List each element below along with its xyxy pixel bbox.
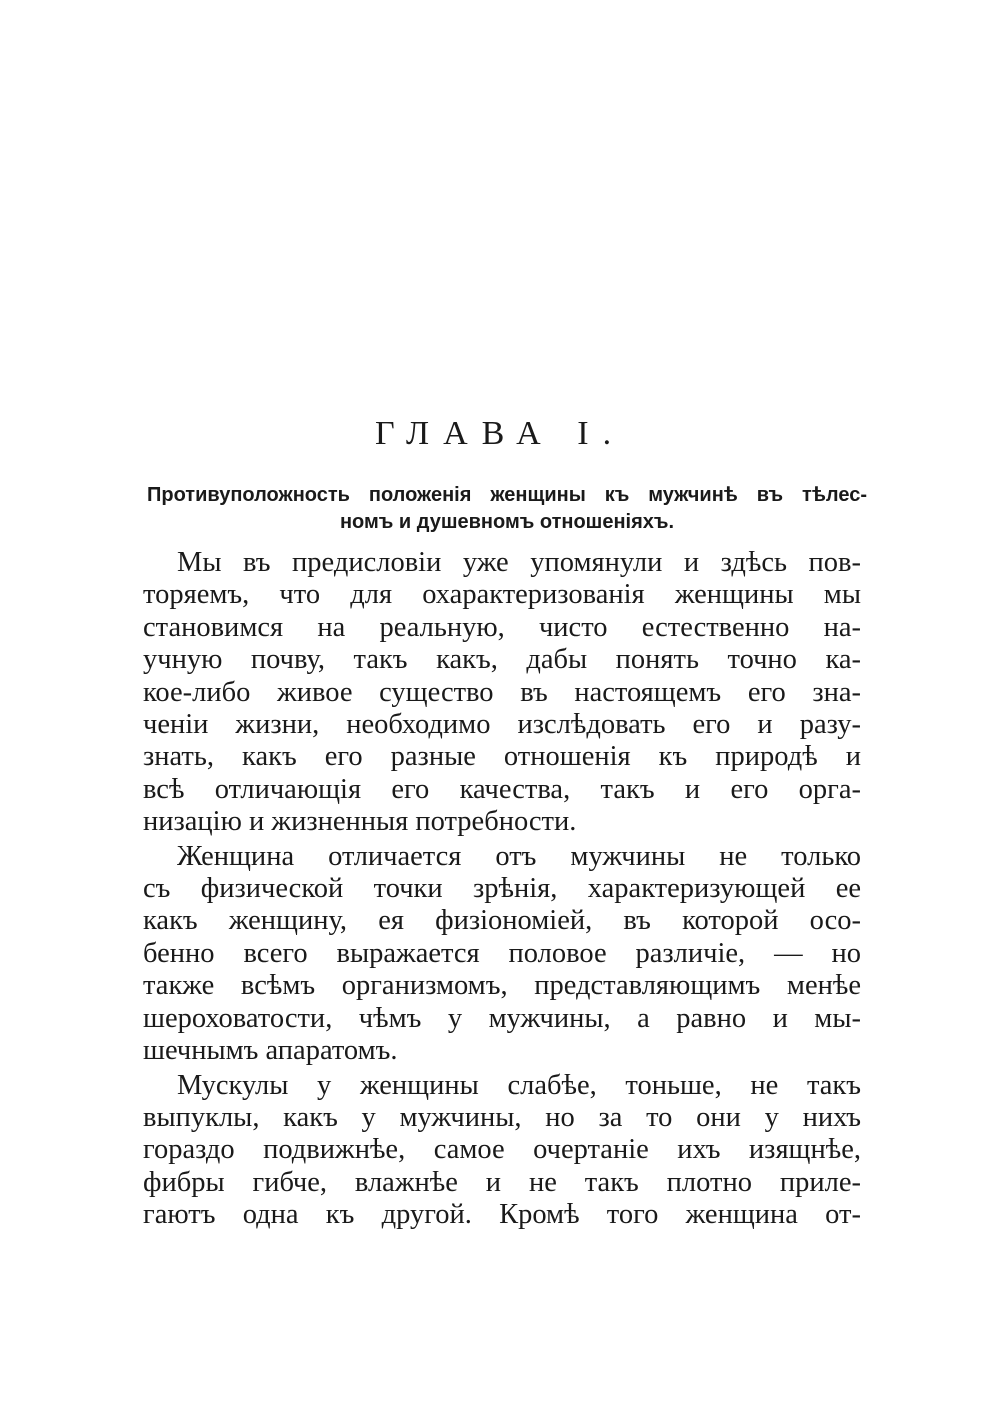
- text-line: Женщина отличается отъ мужчины не только: [177, 840, 861, 872]
- text-line: шечнымъ апаратомъ.: [143, 1035, 398, 1067]
- text-line: шероховатости, чѣмъ у мужчины, а равно и мы-: [143, 1002, 861, 1034]
- text-line: также всѣмъ организмомъ, представляющимъ менѣе: [143, 970, 861, 1002]
- paragraph-2: [143, 841, 861, 1068]
- text-line: становимся на реальную, чисто естественно на-: [143, 611, 861, 643]
- text-line: гаютъ одна къ другой. Кромѣ того женщина от-: [143, 1199, 861, 1231]
- text-line: ченіи жизни, необходимо изслѣдовать его и разу-: [143, 709, 861, 741]
- text-line: Мускулы у женщины слабѣе, тоньше, не такъ: [177, 1069, 861, 1101]
- chapter-subtitle: [147, 482, 867, 536]
- text-line: низацію и жизненныя потребности.: [143, 806, 577, 838]
- text-line: торяемъ, что для охарактеризованія женщины мы: [143, 579, 861, 611]
- paragraph-3: [143, 1070, 861, 1232]
- subtitle-line: Противуположность положенія женщины къ мужчинѣ въ тѣлес-: [147, 484, 867, 506]
- subtitle-line: номъ и душевномъ отношеніяхъ.: [339, 511, 675, 533]
- text-line: гораздо подвижнѣе, самое очертаніе ихъ изящнѣе,: [143, 1134, 861, 1166]
- paragraph-1: [143, 547, 861, 839]
- text-line: фибры гибче, влажнѣе и не такъ плотно приле-: [143, 1166, 861, 1198]
- body-text: [143, 547, 861, 1232]
- text-line: всѣ отличающія его качества, такъ и его орга-: [143, 773, 861, 805]
- chapter-title: ГЛАВА I.: [374, 415, 626, 452]
- text-line: кое-либо живое существо въ настоящемъ его зна-: [143, 676, 861, 708]
- text-line: знать, какъ его разные отношенія къ природѣ и: [143, 741, 861, 773]
- text-line: Мы въ предисловіи уже упомянули и здѣсь пов-: [177, 547, 861, 578]
- text-line: съ физической точки зрѣнія, характеризующей ее: [143, 873, 861, 905]
- text-line: учную почву, такъ какъ, дабы понять точно ка-: [143, 644, 861, 676]
- text-line: бенно всего выражается половое различіе, — но: [143, 937, 861, 969]
- text-line: какъ женщину, ея физіономіей, въ которой осо-: [143, 905, 861, 937]
- text-line: выпуклы, какъ у мужчины, но за то они у нихъ: [143, 1101, 861, 1133]
